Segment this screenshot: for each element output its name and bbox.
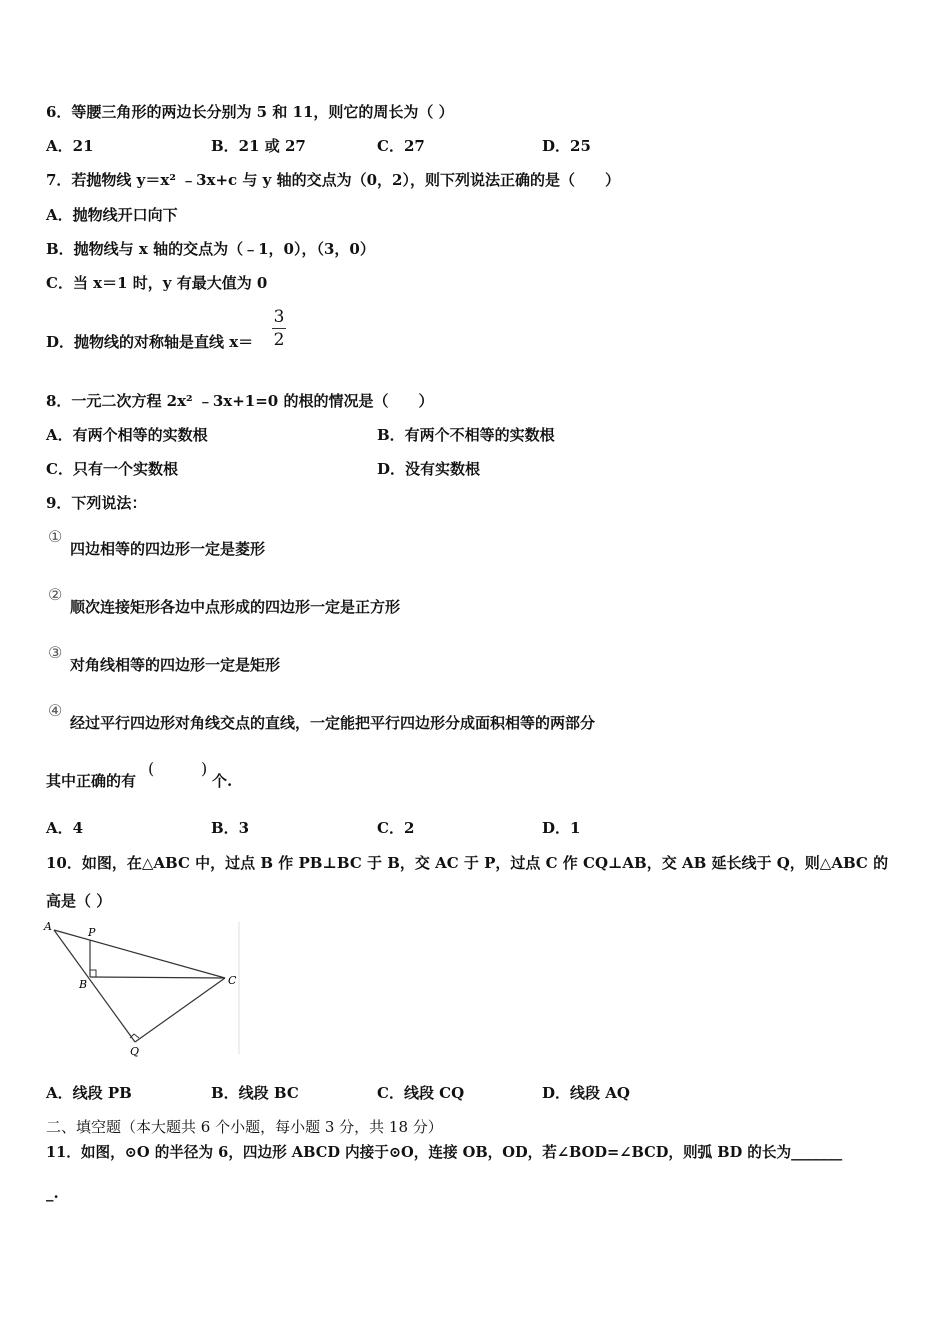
fraction-numerator: 3 — [273, 307, 285, 327]
q10-option-c: C．线段 CQ — [377, 1084, 465, 1102]
fraction-denominator: 2 — [273, 330, 285, 350]
q8-stem: 8．一元二次方程 2x² ﹣3x+1=0 的根的情况是（ ） — [46, 392, 434, 410]
q9-paren-close: ) — [201, 759, 208, 778]
q8-option-d: D．没有实数根 — [377, 460, 481, 478]
label-b: B — [79, 978, 88, 991]
q9-item-1-mark: ① — [48, 527, 63, 546]
q10-option-b: B．线段 BC — [211, 1084, 299, 1102]
q9-item-3-text: 对角线相等的四边形一定是矩形 — [70, 656, 281, 674]
section-2-heading: 二、填空题（本大题共 6 个小题，每小题 3 分，共 18 分） — [46, 1118, 443, 1136]
q11-stem-line2: _. — [46, 1184, 59, 1202]
q7-option-b: B．抛物线与 x 轴的交点为（﹣1，0），（3，0） — [46, 240, 375, 258]
q6-stem: 6．等腰三角形的两边长分别为 5 和 11，则它的周长为（ ） — [46, 103, 454, 121]
q6-option-d: D．25 — [542, 137, 591, 155]
q10-option-d: D．线段 AQ — [542, 1084, 630, 1102]
fraction-bar — [272, 328, 286, 329]
segment-aq — [54, 930, 135, 1042]
q8-option-b: B．有两个不相等的实数根 — [377, 426, 555, 444]
label-c: C — [228, 974, 237, 987]
q6-option-a: A．21 — [46, 137, 94, 155]
q9-option-a: A．4 — [46, 819, 84, 837]
q8-option-c: C．只有一个实数根 — [46, 460, 178, 478]
segment-ac — [54, 930, 225, 978]
right-angle-mark-b — [90, 970, 96, 977]
label-q: Q — [130, 1045, 140, 1058]
q7-option-a: A．抛物线开口向下 — [46, 206, 178, 224]
q9-option-b: B．3 — [211, 819, 250, 837]
q9-item-4-text: 经过平行四边形对角线交点的直线，一定能把平行四边形分成面积相等的两部分 — [70, 714, 596, 732]
q7-stem: 7．若抛物线 y＝x² ﹣3x+c 与 y 轴的交点为（0，2），则下列说法正确的是（ ） — [46, 171, 620, 189]
q9-conclusion-prefix: 其中正确的有 — [46, 772, 137, 790]
q9-item-2-mark: ② — [48, 585, 63, 604]
q6-option-b: B．21 或 27 — [211, 137, 306, 155]
q9-item-3-mark: ③ — [48, 643, 63, 662]
q11-stem-line1: 11．如图，⊙O 的半径为 6，四边形 ABCD 内接于⊙O，连接 OB，OD，若∠BOD=∠BCD，则弧 BD 的长为_______ — [46, 1144, 843, 1161]
q6-option-c: C．27 — [377, 137, 425, 155]
q9-paren-open: ( — [148, 759, 155, 778]
q9-item-2-text: 顺次连接矩形各边中点形成的四边形一定是正方形 — [70, 598, 401, 616]
q10-triangle-figure — [40, 918, 245, 1060]
q9-conclusion-suffix: 个. — [212, 772, 233, 790]
q7-option-d-fraction — [272, 308, 286, 349]
label-p: P — [88, 926, 96, 939]
q9-item-4-mark: ④ — [48, 701, 63, 720]
q9-stem: 9．下列说法： — [46, 494, 147, 512]
segment-cq — [135, 978, 225, 1042]
segment-bc — [90, 977, 225, 978]
label-a: A — [44, 920, 52, 933]
q10-stem-line2: 高是（ ） — [46, 892, 112, 910]
q10-option-a: A．线段 PB — [46, 1084, 132, 1102]
q8-option-a: A．有两个相等的实数根 — [46, 426, 208, 444]
q9-option-d: D．1 — [542, 819, 581, 837]
q7-option-c: C．当 x＝1 时，y 有最大值为 0 — [46, 274, 268, 292]
q10-stem-line1: 10．如图，在△ABC 中，过点 B 作 PB⊥BC 于 B，交 AC 于 P，过点 C 作 CQ⊥AB，交 AB 延长线于 Q，则△ABC 的 — [46, 854, 889, 872]
q7-option-d: D．抛物线的对称轴是直线 x＝ — [46, 333, 254, 351]
q9-item-1-text: 四边相等的四边形一定是菱形 — [70, 540, 266, 558]
q9-option-c: C．2 — [377, 819, 415, 837]
